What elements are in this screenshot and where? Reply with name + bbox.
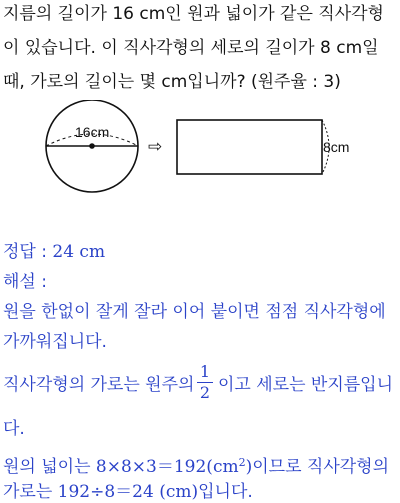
explanation-line-5	[3, 452, 389, 478]
figure	[0, 100, 400, 210]
line5-math-end: )	[245, 457, 253, 477]
problem-line-1: 지름의 길이가 16 cm인 원과 넓이가 같은 직사각형	[3, 4, 384, 24]
line5-text: 원의 넓이는	[3, 457, 96, 477]
explanation-line-2: 가까워집니다.	[3, 332, 107, 352]
line5-after: 이므로 직사각형의	[252, 457, 390, 477]
circle-label: 16cm	[75, 124, 110, 140]
line5-superscript: 2	[238, 456, 246, 469]
right-arrow-icon: ⇨	[148, 137, 163, 156]
rectangle-shape	[177, 120, 322, 174]
rect-label: 8cm	[323, 139, 350, 155]
answer-label: 정답 :	[3, 242, 53, 262]
explanation-line-6	[3, 481, 253, 503]
fraction-numerator: 1	[199, 362, 211, 381]
line5-math: 8×8×3＝192(cm	[95, 457, 239, 477]
line6-math: 192÷8＝24 (cm)	[57, 482, 199, 502]
line6-after: 입니다.	[198, 482, 253, 502]
answer-line	[3, 241, 105, 263]
line6-text: 가로는	[3, 482, 58, 502]
explanation-line-1: 원을 한없이 잘게 잘라 이어 붙이면 점점 직사각형에	[3, 302, 386, 322]
fraction-denominator: 2	[199, 383, 211, 402]
problem-line-2: 이 있습니다. 이 직사각형의 세로의 길이가 8 cm일	[3, 38, 379, 58]
explanation-line-3-after: 이고 세로는 반지름입니	[218, 375, 394, 395]
center-dot	[89, 143, 95, 149]
problem-line-3: 때, 가로의 길이는 몇 cm입니까? (원주율 : 3)	[3, 72, 341, 92]
answer-value: 24 cm	[52, 242, 106, 262]
explanation-heading: 해설 :	[3, 272, 47, 292]
explanation-line-3-before: 직사각형의 가로는 원주의	[3, 375, 195, 395]
fraction-one-half	[197, 363, 213, 402]
explanation-line-4: 다.	[3, 419, 25, 439]
